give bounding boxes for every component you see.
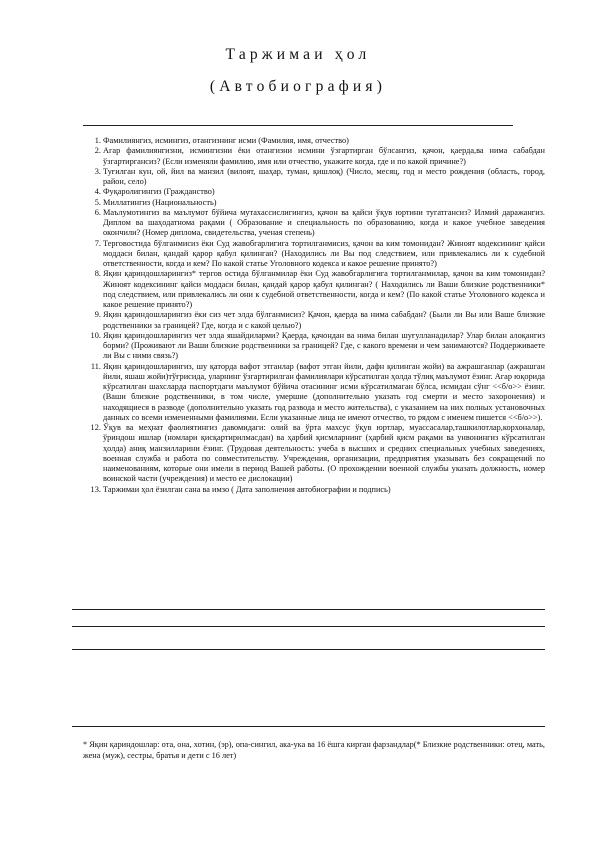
list-item: 9. Яқин қариндошларингиз ёки сиз чет элда бўлганмисиз? Қачон, қаерда ва нима сабабдан? (Были ли Вы или Ваше близкие родственники за границей? Где, когда и с какой целью?): [103, 310, 545, 331]
page-title: Таржимаи ҳол: [225, 46, 371, 63]
list-item: 11. Яқин қариндошларингиз, шу қаторда вафот этганлар (вафот этган йили, дафн қилинган жойи) ва ажрашганлар (ажрашган йили, яшаш жойи)тўғрисида, уларнинг ўзгартирилган фамилиялари кўрсатилган ҳолда тўлиқ маълумот ёзинг. Агар юқорида кўрсатилган шахсларда паспортдаги маълумот бўйича отасининг исми кўрсатилмаган бўлса, исмидан сўнг <<б/о>> ёзинг.(Ваши близкие родственники, в том числе, умершие (дополнительно указать год смерти и место захоронения) и находящиеся в разводе (дополнительно указать год развода и место жительства), с указанием на них полных установочных данных со всеми измененными фамилиями. Если указанные лица не имеют отчество, то рядом с именем пишется <<б/о>>).: [103, 362, 545, 424]
list-item: 7. Терговостида бўлганмисиз ёки Суд жавобгарлигига тортилганмисиз, қачон ва ким томонидан? Жиноят кодексининг қайси моддаси билан, қандай қарор қабул қилинган? (Находились ли Вы под следствием, или привлекались ли к судебной ответственности, когда и кем? По какой статье Уголовного кодекса и какое решение принято?): [103, 239, 545, 270]
writing-line: [72, 626, 545, 627]
list-item: 8. Яқин қариндошларингиз* тергов остида бўлганмилар ёки Суд жавобгарлигига тортилганмилар, қачон ва ким томонидан? Жиноят кодексининг қайси моддаси билан, қандай қарор қабул қилинган? ( Находились ли Ваши близкие родственники* под следствием, или привлекались ли они к судебной ответственности, когда и кем? (По какой статье Уголовного кодекса и какое решение принято?): [103, 269, 545, 310]
footnote: * Яқин қариндошлар: ота, она, хотин, (эр), опа-сингил, ака-ука ва 16 ёшга кирган фарзандлар(* Близкие родственники: отец, мать, жена (муж), сестры, братья и дети с 16 лет): [83, 740, 545, 760]
footnote-divider: [72, 726, 545, 727]
list-item: 4. Фуқаролигингиз (Гражданство): [103, 187, 545, 197]
list-item: 13. Таржимаи ҳол ёзилган сана ва имзо ( Дата заполнения автобиографии и подпись): [103, 485, 545, 495]
list-item: 10. Яқин қариндошларингиз чет элда яшайдиларми? Қаерда, қачондан ва нима билан шуғулланадилар? Улар билан алоқангиз борми? (Проживают ли Ваши близкие родственники за границей? Где, с какого времени и чем занимаются? Поддерживаете ли Вы с ними связь?): [103, 331, 545, 362]
list-item: 6. Маълумотингиз ва маълумот бўйича мутахассислигингиз, қачон ва қайси ўқув юртини тугатгансиз? Илмий даражангиз. Диплом ва шаҳодатнома рақами ( Образование и специальность по образованию, когда и какое учебное заведения окончили? (Номер диплома, свидетельства, ученая степень): [103, 208, 545, 239]
title-divider: [83, 125, 513, 126]
writing-line: [72, 649, 545, 650]
list-item: 1. Фамилиянгиз, исмингиз, отангизнинг исми (Фамилия, имя, отчество): [103, 136, 545, 146]
list-item: 5. Миллатингиз (Национальность): [103, 198, 545, 208]
writing-line: [72, 609, 545, 610]
page-subtitle: (Автобиография): [209, 78, 387, 95]
questionnaire-list: [72, 136, 545, 495]
list-item: 3. Туғилган кун, ой, йил ва манзил (вилоят, шаҳар, туман, қишлоқ) (Число, месяц, год и место рождения (область, город, район, село): [103, 167, 545, 188]
list-item: 12. Ўқув ва меҳнат фаолиятингиз давомидаги: олий ва ўрта махсус ўқув юртлар, муассасалар,ташкилотлар,корхоналар, ўриндош ишлар (номлари қисқартирилмасдан) ва ҳарбий қисмларнинг (ҳарбий қисм рақами ва унвонингиз кўрсатилган ҳолда) аниқ манзилларини ёзинг. (Трудовая деятельность: учеба в высших и средних специальных учебных заведениях, военная служба и работа по совместительству. Учреждения, организации, предприятия указывать без сокращений по наименованиям, которые они имели в период Вашей работы. (О прохождении военной службы указать должность, номер воинской части (учреждения) и место ее дислокации): [103, 423, 545, 485]
list-item: 2. Агар фамилиянгизни, исмингизни ёки отангизни исмини ўзгартирган бўлсангиз, қачон, қаерда,ва нима сабабдан ўзгартиргансиз? (Если изменяли фамилию, имя или отчество, укажите когда, где и по какой причине?): [103, 146, 545, 167]
